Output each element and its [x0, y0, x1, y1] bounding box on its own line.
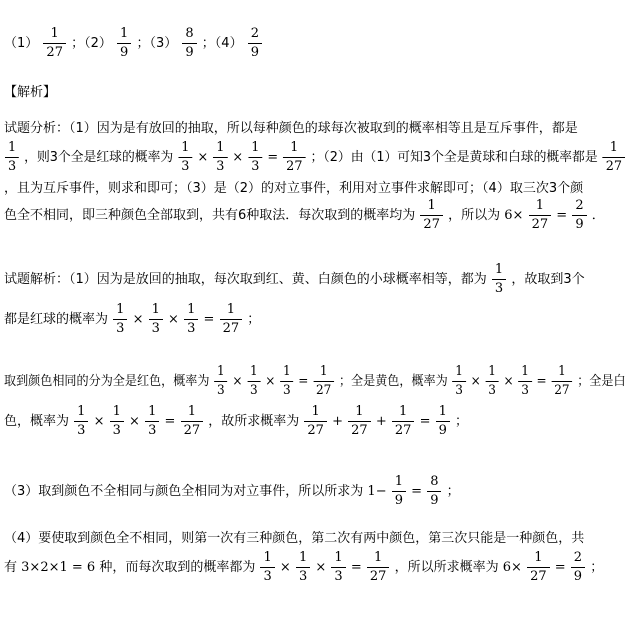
fraction-numerator: 8 [427, 474, 441, 492]
fraction-numerator: 1 [74, 404, 88, 422]
solution-line-4 [4, 404, 468, 439]
fraction [304, 404, 327, 439]
math-text: = [350, 559, 362, 575]
answer-line [4, 26, 263, 61]
fraction-denominator: 27 [183, 423, 201, 438]
fraction-denominator: 27 [531, 217, 549, 232]
fraction [572, 198, 586, 233]
fraction-numerator: 1 [178, 140, 192, 158]
math-text: ． [591, 207, 605, 223]
math-text: × [265, 373, 276, 389]
fraction [296, 550, 310, 585]
fraction-denominator: 9 [394, 493, 404, 508]
fraction-denominator: 27 [286, 159, 303, 174]
fraction-numerator: 2 [572, 198, 586, 216]
fraction [392, 474, 406, 509]
fraction-denominator: 3 [521, 383, 529, 398]
fraction-denominator: 3 [151, 321, 160, 336]
math-text: × [129, 413, 140, 429]
fraction [220, 302, 243, 337]
fraction-numerator: 1 [43, 26, 66, 44]
fraction-numerator: 1 [149, 302, 163, 320]
solution-line-6: （4）要使取到颜色全不相同，则第一次有三种颜色，第二次有两中颜色，第三次只能是一种颜色，共 [4, 531, 585, 546]
fraction-numerator: 1 [280, 364, 293, 382]
fraction-denominator: 3 [216, 159, 225, 174]
fraction [453, 364, 466, 399]
math-text: ；全是黄色，概率为 [338, 373, 448, 389]
fraction-numerator: 1 [113, 302, 127, 320]
fraction-numerator: 1 [529, 198, 552, 216]
fraction-numerator: 1 [331, 550, 345, 568]
math-text: + [332, 413, 343, 429]
math-text: 6 [502, 559, 512, 575]
fraction-numerator: 1 [248, 140, 262, 158]
fraction-denominator: 3 [494, 281, 504, 296]
fraction-numerator: 1 [260, 550, 274, 568]
math-text: × [512, 207, 524, 223]
math-text: （3）取到颜色不全相同与颜色全相同为对立事件，所以所求为 [4, 483, 364, 499]
fraction [571, 550, 585, 585]
fraction-denominator: 9 [573, 569, 583, 584]
math-text: × [197, 149, 209, 165]
fraction-denominator: 3 [181, 159, 190, 174]
answer-sep-3: ；（4） [201, 35, 243, 51]
answer-fraction-1 [43, 26, 66, 61]
math-text: 有 [4, 559, 18, 575]
fraction-numerator: 1 [110, 404, 124, 422]
analysis-heading: 【解析】 [4, 85, 57, 100]
fraction [248, 140, 262, 175]
fraction-numerator: 1 [304, 404, 327, 422]
fraction-denominator: 27 [315, 383, 332, 398]
fraction-numerator: 2 [571, 550, 585, 568]
fraction [145, 404, 159, 439]
fraction [260, 550, 274, 585]
math-text: ，故所求概率为 [208, 413, 300, 429]
fraction [5, 140, 19, 175]
fraction-denominator: 3 [187, 321, 196, 336]
fraction [178, 140, 192, 175]
fraction [331, 550, 345, 585]
fraction-numerator: 1 [283, 140, 305, 158]
analysis-line-3: ，且为互斥事件，则求和即可；（3）是（2）的对立事件，利用对立事件求解即可；（4）取三次3个颜 [4, 181, 584, 196]
fraction [280, 364, 293, 399]
fraction [529, 198, 552, 233]
fraction-numerator: 1 [5, 140, 19, 158]
fraction-denominator: 3 [263, 569, 272, 584]
math-text: = [419, 413, 431, 429]
math-text: × [511, 559, 522, 575]
math-text: 种，而每次取到的概率都为 [99, 559, 256, 575]
fraction-numerator: 1 [492, 262, 506, 280]
math-text: ； [455, 413, 469, 429]
math-text: = [554, 559, 566, 575]
fraction-numerator: 8 [182, 26, 196, 44]
fraction [485, 364, 498, 399]
fraction [436, 404, 450, 439]
fraction-denominator: 3 [217, 383, 225, 398]
fraction [392, 404, 415, 439]
math-text: 3×2×1 = 6 [21, 559, 96, 575]
fraction-numerator: 1 [296, 550, 310, 568]
fraction-numerator: 1 [367, 550, 390, 568]
math-text: 色，概率为 [4, 413, 70, 429]
fraction-denominator: 27 [394, 423, 412, 438]
math-text: 6 [504, 207, 513, 223]
fraction [551, 364, 572, 399]
fraction [527, 550, 550, 585]
math-text: 试题解析：（1）因为是放回的抽取，每次取到红、黄、白颜色的小球概率相等，都为 [4, 271, 487, 287]
fraction-numerator: 1 [313, 364, 334, 382]
math-text: 色全不相同，即三种颜色全部取到，共有6种取法．每次取到的概率均为 [4, 207, 416, 223]
fraction-denominator: 3 [77, 423, 86, 438]
fraction [74, 404, 88, 439]
math-text: × [232, 373, 243, 389]
fraction-denominator: 3 [298, 569, 308, 584]
fraction [184, 302, 198, 337]
fraction-denominator: 27 [351, 423, 368, 438]
math-text: 都是红球的概率为 [4, 311, 109, 327]
fraction-denominator: 3 [488, 383, 496, 398]
fraction [518, 364, 531, 399]
math-text: 1− [367, 483, 387, 499]
fraction-numerator: 1 [392, 404, 415, 422]
math-text: = [411, 483, 423, 499]
fraction-numerator: 1 [453, 364, 466, 382]
fraction [213, 140, 227, 175]
answer-p1: （1） [4, 35, 39, 51]
fraction [367, 550, 390, 585]
fraction-numerator: 1 [392, 474, 406, 492]
math-text: ，故取到3个 [511, 271, 585, 287]
fraction [181, 404, 204, 439]
fraction-numerator: 1 [184, 302, 198, 320]
answer-sep-2: ；（3） [136, 35, 178, 51]
fraction-denominator: 27 [554, 383, 570, 398]
math-text: × [279, 559, 291, 575]
math-text: 取到颜色相同的分为全是红色，概率为 [4, 373, 210, 389]
fraction-denominator: 3 [334, 569, 343, 584]
fraction [492, 262, 506, 297]
fraction-denominator: 27 [369, 569, 387, 584]
fraction-denominator: 9 [438, 423, 447, 438]
analysis-line-1: 试题分析：（1）因为是有放回的抽取，所以每种颜色的球每次被取到的概率相等且是互斥事件，都是 [4, 121, 578, 136]
analysis-line-2 [4, 140, 626, 175]
answer-fraction-2 [117, 26, 131, 61]
math-text: × [470, 373, 481, 389]
fraction-numerator: 1 [247, 364, 260, 382]
fraction [113, 302, 127, 337]
fraction-denominator: 3 [7, 159, 17, 174]
fraction-numerator: 1 [145, 404, 159, 422]
math-text: = [556, 207, 568, 223]
math-text: = [203, 311, 215, 327]
fraction-denominator: 27 [307, 423, 324, 438]
fraction-denominator: 3 [455, 383, 464, 398]
fraction [427, 474, 441, 509]
math-text: × [232, 149, 244, 165]
fraction [313, 364, 334, 399]
fraction-numerator: 1 [213, 140, 227, 158]
fraction-denominator: 3 [112, 423, 121, 438]
math-text: × [132, 311, 144, 327]
fraction [283, 140, 305, 175]
fraction-denominator: 27 [46, 45, 63, 60]
math-text: ； [590, 559, 604, 575]
math-text: ； [446, 483, 460, 499]
math-text: × [315, 559, 327, 575]
solution-line-3 [4, 364, 626, 399]
solution-line-1 [4, 262, 585, 297]
math-text: = [536, 373, 547, 389]
fraction-denominator: 27 [605, 159, 623, 174]
math-text: × [168, 311, 179, 327]
fraction-denominator: 27 [530, 569, 547, 584]
fraction-numerator: 1 [117, 26, 131, 44]
fraction [110, 404, 124, 439]
fraction-denominator: 9 [250, 45, 259, 60]
fraction-numerator: 1 [214, 364, 227, 382]
fraction-denominator: 3 [283, 383, 291, 398]
answer-fraction-3 [182, 26, 196, 61]
analysis-line-4 [4, 198, 605, 233]
math-text: ；全是白 [577, 373, 626, 389]
fraction-denominator: 9 [185, 45, 194, 60]
analysis-text: ，则3个全是红球的概率为 [24, 149, 174, 165]
analysis-text: ；（2）由（1）可知3个全是黄球和白球的概率都是 [310, 149, 598, 165]
math-text: × [503, 373, 514, 389]
fraction-numerator: 1 [220, 302, 243, 320]
fraction-numerator: 1 [485, 364, 498, 382]
fraction [149, 302, 163, 337]
fraction-numerator: 1 [603, 140, 625, 158]
fraction [348, 404, 371, 439]
fraction-denominator: 3 [116, 321, 125, 336]
answer-fraction-4 [248, 26, 262, 61]
math-text: = [267, 149, 279, 165]
solution-line-5 [4, 474, 460, 509]
math-text: ； [247, 311, 261, 327]
fraction-denominator: 3 [250, 383, 258, 398]
math-text: = [298, 373, 309, 389]
math-text: ，所以为 [448, 207, 501, 223]
fraction-denominator: 3 [148, 423, 157, 438]
fraction-numerator: 2 [248, 26, 262, 44]
math-text: × [93, 413, 105, 429]
math-text: + [375, 413, 387, 429]
fraction [214, 364, 227, 399]
solution-line-2 [4, 302, 260, 337]
fraction-numerator: 1 [348, 404, 371, 422]
fraction [247, 364, 260, 399]
fraction-denominator: 27 [222, 321, 240, 336]
fraction [420, 198, 443, 233]
fraction-denominator: 9 [430, 493, 439, 508]
fraction [603, 140, 625, 175]
fraction-denominator: 9 [120, 45, 129, 60]
fraction-denominator: 9 [575, 217, 584, 232]
fraction-numerator: 1 [551, 364, 572, 382]
fraction-numerator: 1 [181, 404, 204, 422]
math-text: = [164, 413, 176, 429]
fraction-denominator: 3 [251, 159, 260, 174]
answer-sep-1: ；（2） [71, 35, 112, 51]
fraction-numerator: 1 [527, 550, 550, 568]
fraction-numerator: 1 [420, 198, 443, 216]
solution-line-7 [4, 550, 603, 585]
fraction-numerator: 1 [436, 404, 450, 422]
fraction-numerator: 1 [518, 364, 531, 382]
math-text: ，所以所求概率为 [394, 559, 499, 575]
fraction-denominator: 27 [423, 217, 440, 232]
